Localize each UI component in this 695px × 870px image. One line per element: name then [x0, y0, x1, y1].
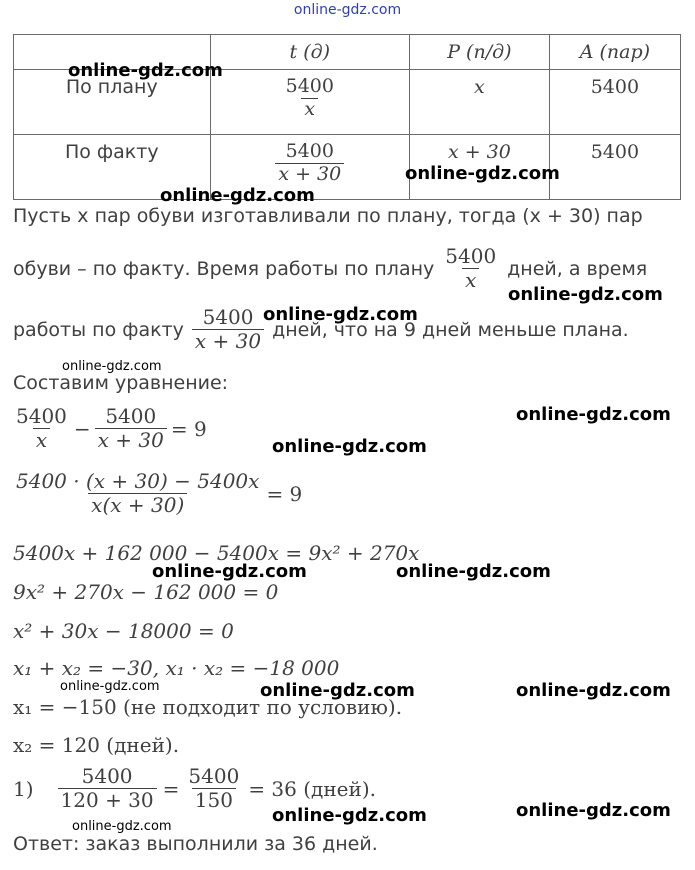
- watermark: online-gdz.com: [516, 800, 671, 821]
- watermark: online-gdz.com: [62, 359, 162, 374]
- watermark: online-gdz.com: [263, 304, 418, 325]
- time-fraction: $\frac{5400}{x + 30}$: [275, 141, 344, 186]
- equation-5: x² + 30x − 18000 = 0: [13, 619, 234, 643]
- time-fraction: $\frac{5400}{x}$: [285, 75, 334, 120]
- header-watermark: online-gdz.com: [293, 2, 402, 18]
- equation-6: x₁ + x₂ = −30, x₁ · x₂ = −18 000: [13, 656, 340, 680]
- rate-cell: x + 30: [410, 135, 550, 200]
- row-label: По факту: [14, 135, 211, 200]
- amount-cell: 5400: [549, 135, 680, 200]
- table-row: [14, 135, 681, 200]
- watermark: online-gdz.com: [405, 163, 560, 184]
- equation-8: x₂ = 120 (дней).: [13, 733, 180, 757]
- equation-1: $\frac{5400}{x}$ − $\frac{5400}{x + 30}$ = 9: [16, 404, 207, 452]
- watermark: online-gdz.com: [508, 284, 663, 305]
- table-header-cell: t (д): [210, 35, 409, 70]
- fraction: $\frac{5400}{x + 30}$: [192, 306, 264, 353]
- equation-7: x₁ = −150 (не подходит по условию).: [13, 695, 403, 719]
- watermark: online-gdz.com: [72, 819, 172, 834]
- equation-3: 5400x + 162 000 − 5400x = 9x² + 270x: [13, 541, 420, 565]
- text-line: Составим уравнение:: [13, 372, 229, 394]
- answer-line: Ответ: заказ выполнили за 36 дней.: [13, 833, 378, 855]
- watermark: online-gdz.com: [160, 185, 315, 206]
- equation-4: 9x² + 270x − 162 000 = 0: [13, 580, 279, 604]
- table-header-cell: A (пар): [549, 35, 680, 70]
- watermark: online-gdz.com: [516, 680, 671, 701]
- rate-cell: x: [410, 70, 550, 135]
- row-label: По плану: [14, 70, 211, 135]
- fraction: $\frac{5400}{x}$: [445, 244, 497, 292]
- table-header-cell: P (п/д): [410, 35, 550, 70]
- watermark: online-gdz.com: [68, 60, 223, 81]
- time-cell: [210, 70, 409, 135]
- text-line: работы по факту $\frac{5400}{x + 30}$ дней, что на 9 дней меньше плана.: [13, 305, 629, 353]
- text-line: обуви – по факту. Время работы по плану $\frac{5400}{x}$ дней, а время: [13, 244, 648, 292]
- watermark: online-gdz.com: [272, 436, 427, 457]
- watermark: online-gdz.com: [152, 561, 307, 582]
- watermark: online-gdz.com: [272, 805, 427, 826]
- watermark: online-gdz.com: [516, 404, 671, 425]
- equation-9: 1) $\frac{5400}{120 + 30}$ = $\frac{5400}{150}$ = 36 (дней).: [13, 764, 377, 812]
- equation-2: $\frac{5400 \cdot (x + 30) - 5400x}{x(x + 30)}$ = 9: [16, 469, 303, 517]
- watermark: online-gdz.com: [60, 679, 160, 694]
- watermark: online-gdz.com: [396, 561, 551, 582]
- watermark: online-gdz.com: [260, 680, 415, 701]
- text-line: Пусть x пар обуви изготавливали по плану, тогда (x + 30) пар: [13, 205, 643, 227]
- data-table: [13, 34, 681, 200]
- amount-cell: 5400: [549, 70, 680, 135]
